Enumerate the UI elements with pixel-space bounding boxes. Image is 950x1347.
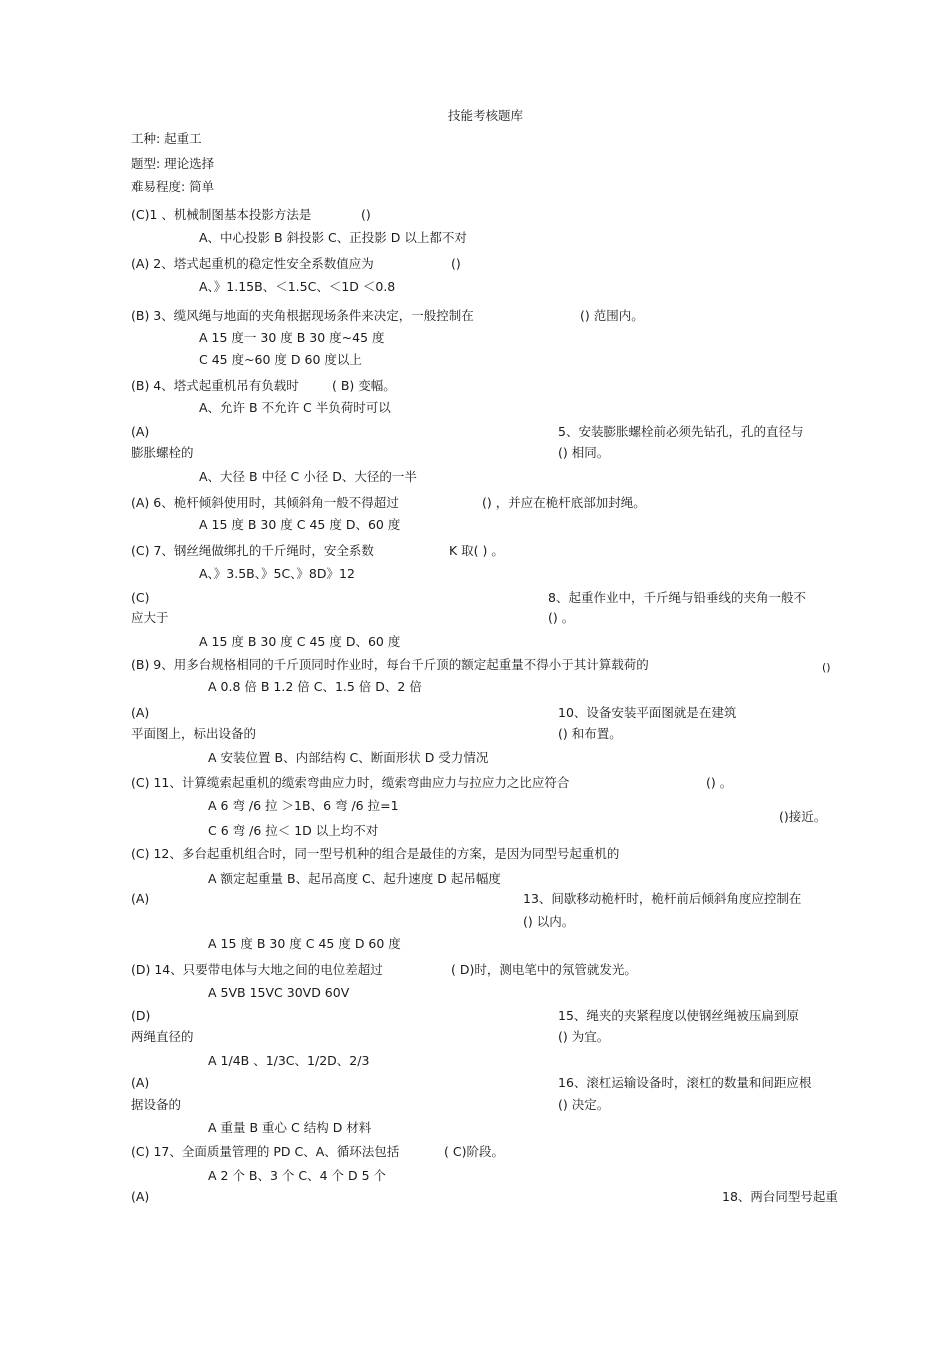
question-3-options-1: A 15 度一 30 度 B 30 度~45 度 <box>199 330 385 345</box>
question-4-blank: ( B) 变幅。 <box>332 378 396 393</box>
question-12-options: A 额定起重量 B、起吊高度 C、起升速度 D 起吊幅度 <box>208 871 501 886</box>
question-17-blank: ( C)阶段。 <box>444 1144 504 1159</box>
question-11-options-2: C 6 弯 /6 拉＜ 1D 以上均不对 <box>208 823 379 838</box>
question-9: (B) 9、用多台规格相同的千斤顶同时作业时，每台千斤顶的额定起重量不得小于其计算载荷的 <box>131 657 649 672</box>
question-14-blank: ( D)时，测电笔中的氖管就发光。 <box>451 962 637 977</box>
question-17-options: A 2 个 B、3 个 C、4 个 D 5 个 <box>208 1168 387 1183</box>
question-16-answer: (A) <box>131 1075 150 1090</box>
question-8: 8、起重作业中，千斤绳与铅垂线的夹角一般不 <box>548 590 806 605</box>
question-16-options: A 重量 B 重心 C 结构 D 材料 <box>208 1120 372 1135</box>
question-7: (C) 7、钢丝绳做绑扎的千斤绳时，安全系数 <box>131 543 374 558</box>
question-10-options: A 安装位置 B、内部结构 C、断面形状 D 受力情况 <box>208 750 489 765</box>
question-5-cont: 膨胀螺栓的 <box>131 445 194 460</box>
question-10-blank: () 和布置。 <box>558 726 622 741</box>
question-6-options: A 15 度 B 30 度 C 45 度 D、60 度 <box>199 517 401 532</box>
question-9-blank: () <box>822 661 831 674</box>
question-16: 16、滚杠运输设备时，滚杠的数量和间距应根 <box>558 1075 812 1090</box>
question-15-options: A 1/4B 、1/3C、1/2D、2/3 <box>208 1053 370 1068</box>
question-11-options-1: A 6 弯 /6 拉 ＞1B、6 弯 /6 拉=1 <box>208 798 399 813</box>
question-1-options: A、中心投影 B 斜投影 C、正投影 D 以上都不对 <box>199 230 467 245</box>
question-13-options: A 15 度 B 30 度 C 45 度 D 60 度 <box>208 936 401 951</box>
question-7-blank: K 取( ) 。 <box>449 543 504 558</box>
question-4: (B) 4、塔式起重机吊有负载时 <box>131 378 299 393</box>
question-18: 18、两台同型号起重 <box>722 1189 838 1204</box>
document-title: 技能考核题库 <box>448 108 524 123</box>
question-10-answer: (A) <box>131 705 150 720</box>
question-2: (A) 2、塔式起重机的稳定性安全系数值应为 <box>131 256 374 271</box>
question-14: (D) 14、只要带电体与大地之间的电位差超过 <box>131 962 383 977</box>
question-16-blank: () 决定。 <box>558 1097 610 1112</box>
question-3-options-2: C 45 度~60 度 D 60 度以上 <box>199 352 362 367</box>
question-1: (C)1 、机械制图基本投影方法是 <box>131 207 312 222</box>
question-8-answer: (C) <box>131 590 150 605</box>
question-8-options: A 15 度 B 30 度 C 45 度 D、60 度 <box>199 634 401 649</box>
question-type-line: 题型: 理论选择 <box>131 156 215 171</box>
question-18-answer: (A) <box>131 1189 150 1204</box>
question-4-options: A、允许 B 不允许 C 半负荷时可以 <box>199 400 391 415</box>
question-2-blank: () <box>451 256 461 271</box>
question-3-blank: () 范围内。 <box>580 308 644 323</box>
question-5-answer: (A) <box>131 424 150 439</box>
question-13-answer: (A) <box>131 891 150 906</box>
question-8-blank: () 。 <box>548 610 575 625</box>
question-2-options: A、》1.15B、＜1.5C、＜1D ＜0.8 <box>199 279 396 294</box>
question-15-cont: 两绳直径的 <box>131 1029 194 1044</box>
difficulty-line: 难易程度: 简单 <box>131 179 215 194</box>
question-15-answer: (D) <box>131 1008 151 1023</box>
trade-line: 工种: 起重工 <box>131 131 202 146</box>
question-12-blank: ()接近。 <box>779 809 827 824</box>
question-13-blank: () 以内。 <box>523 914 575 929</box>
question-3: (B) 3、缆风绳与地面的夹角根据现场条件来决定，一般控制在 <box>131 308 474 323</box>
question-5-blank: () 相同。 <box>558 445 610 460</box>
question-10-cont: 平面图上，标出设备的 <box>131 726 257 741</box>
question-13: 13、间歇移动桅杆时，桅杆前后倾斜角度应控制在 <box>523 891 802 906</box>
question-5: 5、安装膨胀螺栓前必须先钻孔，孔的直径与 <box>558 424 804 439</box>
question-11: (C) 11、计算缆索起重机的缆索弯曲应力时，缆索弯曲应力与拉应力之比应符合 <box>131 775 570 790</box>
question-1-blank: () <box>361 207 371 222</box>
question-15: 15、绳夹的夹紧程度以使钢丝绳被压扁到原 <box>558 1008 799 1023</box>
question-10: 10、设备安装平面图就是在建筑 <box>558 705 737 720</box>
question-8-cont: 应大于 <box>131 610 169 625</box>
question-16-cont: 据设备的 <box>131 1097 182 1112</box>
question-7-options: A、》3.5B、》5C、》8D》12 <box>199 566 355 581</box>
question-12: (C) 12、多台起重机组合时，同一型号机种的组合是最佳的方案，是因为同型号起重机的 <box>131 846 620 861</box>
question-5-options: A、大径 B 中径 C 小径 D、大径的一半 <box>199 469 417 484</box>
question-6-blank: () ，并应在桅杆底部加封绳。 <box>482 495 646 510</box>
question-6: (A) 6、桅杆倾斜使用时，其倾斜角一般不得超过 <box>131 495 399 510</box>
question-9-options: A 0.8 倍 B 1.2 倍 C、1.5 倍 D、2 倍 <box>208 679 422 694</box>
question-14-options: A 5VB 15VC 30VD 60V <box>208 985 350 1000</box>
question-15-blank: () 为宜。 <box>558 1029 610 1044</box>
question-17: (C) 17、全面质量管理的 PD C、A、循环法包括 <box>131 1144 400 1159</box>
question-11-blank: () 。 <box>706 775 733 790</box>
